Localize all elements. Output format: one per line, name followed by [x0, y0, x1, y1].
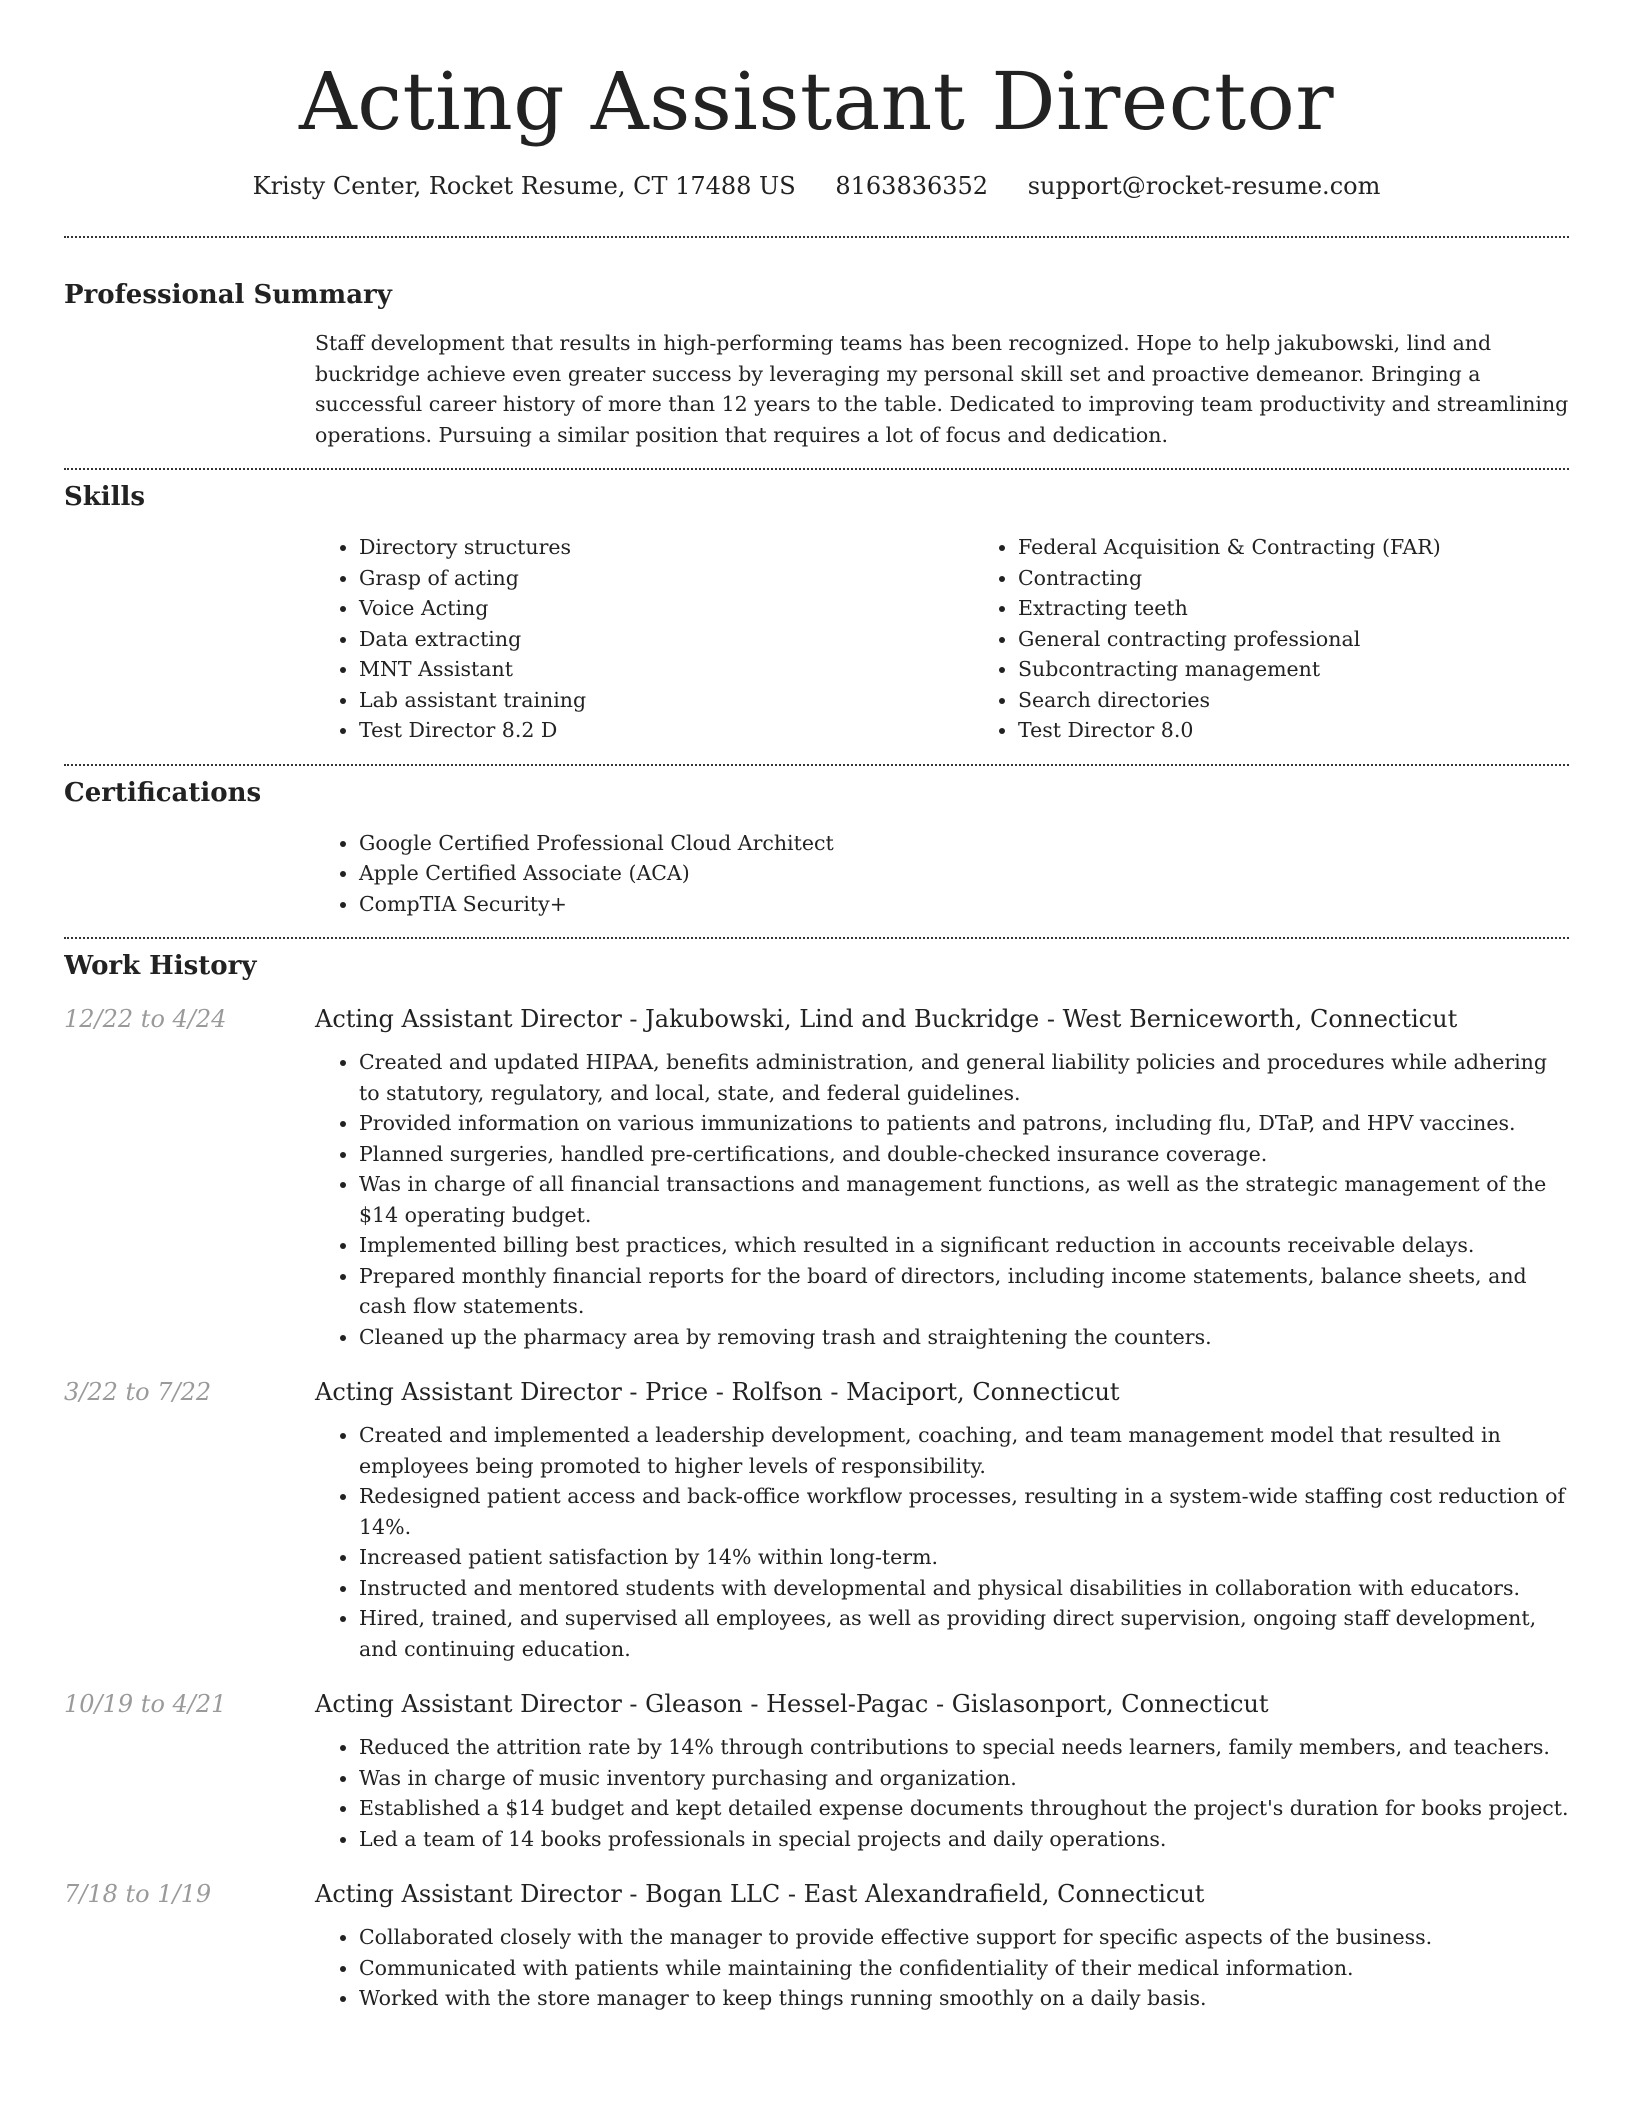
contact-address: Kristy Center, Rocket Resume, CT 17488 US — [252, 172, 796, 200]
job-date: 12/22 to 4/24 — [64, 1005, 227, 1033]
job-date: 3/22 to 7/22 — [64, 1378, 212, 1406]
job-title: Acting Assistant Director - Jakubowski, Lind and Buckridge - West Berniceworth, Connecticut — [315, 1005, 1458, 1033]
job-bullet: • Instructed and mentored students with developmental and physical disabilities in collaboration with educators. — [359, 1573, 1569, 1604]
job-bullets-wrap — [315, 1047, 1569, 1352]
summary-title: Professional Summary — [64, 280, 392, 310]
contact-email: support@rocket-resume.com — [1027, 172, 1381, 200]
job-bullets — [315, 1732, 1569, 1854]
job-bullet: • Hired, trained, and supervised all employees, as well as providing direct supervision, ongoing staff development, and continuing education. — [359, 1603, 1569, 1664]
job-header — [64, 1003, 1569, 1035]
certifications-section — [64, 776, 1569, 920]
contact-phone: 8163836352 — [835, 172, 989, 200]
contact-line — [64, 170, 1569, 202]
job-bullet: • Communicated with patients while maintaining the confidentiality of their medical information. — [359, 1953, 1569, 1984]
section-divider — [64, 937, 1569, 939]
section-divider — [64, 468, 1569, 470]
summary-text: Staff development that results in high-performing teams has been recognized. Hope to help jakubowski, lind and buckridge achieve even greater success by leveraging my personal skill set and proactive demeanor. Bringing a successful career history of more than 12 years to the table. Dedicated to improving team productivity and streamlining operations. Pursuing a similar position that requires a lot of focus and dedication. — [315, 331, 1569, 447]
job-bullet: • Was in charge of music inventory purchasing and organization. — [359, 1763, 1569, 1794]
skill-item: • Federal Acquisition & Contracting (FAR) — [1018, 532, 1569, 563]
certification-item: • CompTIA Security+ — [359, 889, 1569, 920]
skills-title: Skills — [64, 482, 146, 512]
job-bullets-wrap — [315, 1420, 1569, 1664]
job-bullet: • Created and updated HIPAA, benefits administration, and general liability policies and procedures while adhering to statutory, regulatory, and local, state, and federal guidelines. — [359, 1047, 1569, 1108]
job-bullet: • Prepared monthly financial reports for the board of directors, including income statements, balance sheets, and cash flow statements. — [359, 1261, 1569, 1322]
certifications-list-wrap — [315, 828, 1569, 920]
job-title: Acting Assistant Director - Price - Rolfson - Maciport, Connecticut — [315, 1378, 1120, 1406]
section-divider — [64, 764, 1569, 766]
skill-item: • Search directories — [1018, 685, 1569, 716]
job-bullet: • Was in charge of all financial transactions and management functions, as well as the strategic management of the $14 operating budget. — [359, 1169, 1569, 1230]
skill-item: • General contracting professional — [1018, 624, 1569, 655]
job-bullets — [315, 1420, 1569, 1664]
skill-item: • Lab assistant training — [359, 685, 974, 716]
certification-item: • Google Certified Professional Cloud Architect — [359, 828, 1569, 859]
job-bullet: • Led a team of 14 books professionals in special projects and daily operations. — [359, 1824, 1569, 1855]
skill-item: • Test Director 8.2 D — [359, 715, 974, 746]
job-header — [64, 1688, 1569, 1720]
job-title: Acting Assistant Director - Bogan LLC - East Alexandrafield, Connecticut — [315, 1880, 1205, 1908]
job-entry — [64, 1003, 1569, 1352]
skill-item: • Contracting — [1018, 563, 1569, 594]
skill-item: • Voice Acting — [359, 593, 974, 624]
job-title: Acting Assistant Director - Gleason - Hessel-Pagac - Gislasonport, Connecticut — [315, 1690, 1269, 1718]
job-date: 7/18 to 1/19 — [64, 1880, 212, 1908]
job-bullet: • Established a $14 budget and kept detailed expense documents throughout the project's duration for books project. — [359, 1793, 1569, 1824]
skills-list-right — [974, 532, 1569, 746]
job-date: 10/19 to 4/21 — [64, 1690, 227, 1718]
job-bullet: • Reduced the attrition rate by 14% through contributions to special needs learners, family members, and teachers. — [359, 1732, 1569, 1763]
skills-list-left — [315, 532, 974, 746]
job-bullet: • Cleaned up the pharmacy area by removing trash and straightening the counters. — [359, 1322, 1569, 1353]
job-bullets — [315, 1047, 1569, 1352]
skill-item: • Directory structures — [359, 532, 974, 563]
certifications-title: Certifications — [64, 777, 262, 808]
job-bullet: • Increased patient satisfaction by 14% within long-term. — [359, 1542, 1569, 1573]
job-bullet: • Collaborated closely with the manager to provide effective support for specific aspects of the business. — [359, 1922, 1569, 1953]
skill-item: • Grasp of acting — [359, 563, 974, 594]
job-bullet: • Worked with the store manager to keep things running smoothly on a daily basis. — [359, 1983, 1569, 2014]
skill-item: • Extracting teeth — [1018, 593, 1569, 624]
work-section — [64, 949, 1569, 2014]
job-entry — [64, 1878, 1569, 2014]
skill-item: • Data extracting — [359, 624, 974, 655]
job-header — [64, 1878, 1569, 1910]
skill-item: • Subcontracting management — [1018, 654, 1569, 685]
job-bullet: • Created and implemented a leadership development, coaching, and team management model that resulted in employees being promoted to higher levels of responsibility. — [359, 1420, 1569, 1481]
resume-header — [64, 0, 1569, 202]
job-bullet: • Planned surgeries, handled pre-certifications, and double-checked insurance coverage. — [359, 1139, 1569, 1170]
job-header — [64, 1376, 1569, 1408]
certifications-list — [315, 828, 1569, 920]
job-bullets — [315, 1922, 1569, 2014]
job-bullet: • Implemented billing best practices, which resulted in a significant reduction in accounts receivable delays. — [359, 1230, 1569, 1261]
header-divider — [64, 236, 1569, 238]
job-bullets-wrap — [315, 1922, 1569, 2014]
skills-grid — [315, 532, 1569, 746]
job-entry — [64, 1688, 1569, 1854]
job-bullet: • Provided information on various immunizations to patients and patrons, including flu, DTaP, and HPV vaccines. — [359, 1108, 1569, 1139]
summary-section — [64, 278, 1569, 450]
resume-name: Acting Assistant Director — [298, 55, 1335, 148]
job-bullet: • Redesigned patient access and back-office workflow processes, resulting in a system-wide staffing cost reduction of 14%. — [359, 1481, 1569, 1542]
job-entry — [64, 1376, 1569, 1664]
resume-page — [64, 0, 1569, 2112]
skill-item: • Test Director 8.0 — [1018, 715, 1569, 746]
skill-item: • MNT Assistant — [359, 654, 974, 685]
job-bullets-wrap — [315, 1732, 1569, 1854]
certification-item: • Apple Certified Associate (ACA) — [359, 858, 1569, 889]
work-title: Work History — [64, 951, 257, 981]
skills-section — [64, 480, 1569, 746]
